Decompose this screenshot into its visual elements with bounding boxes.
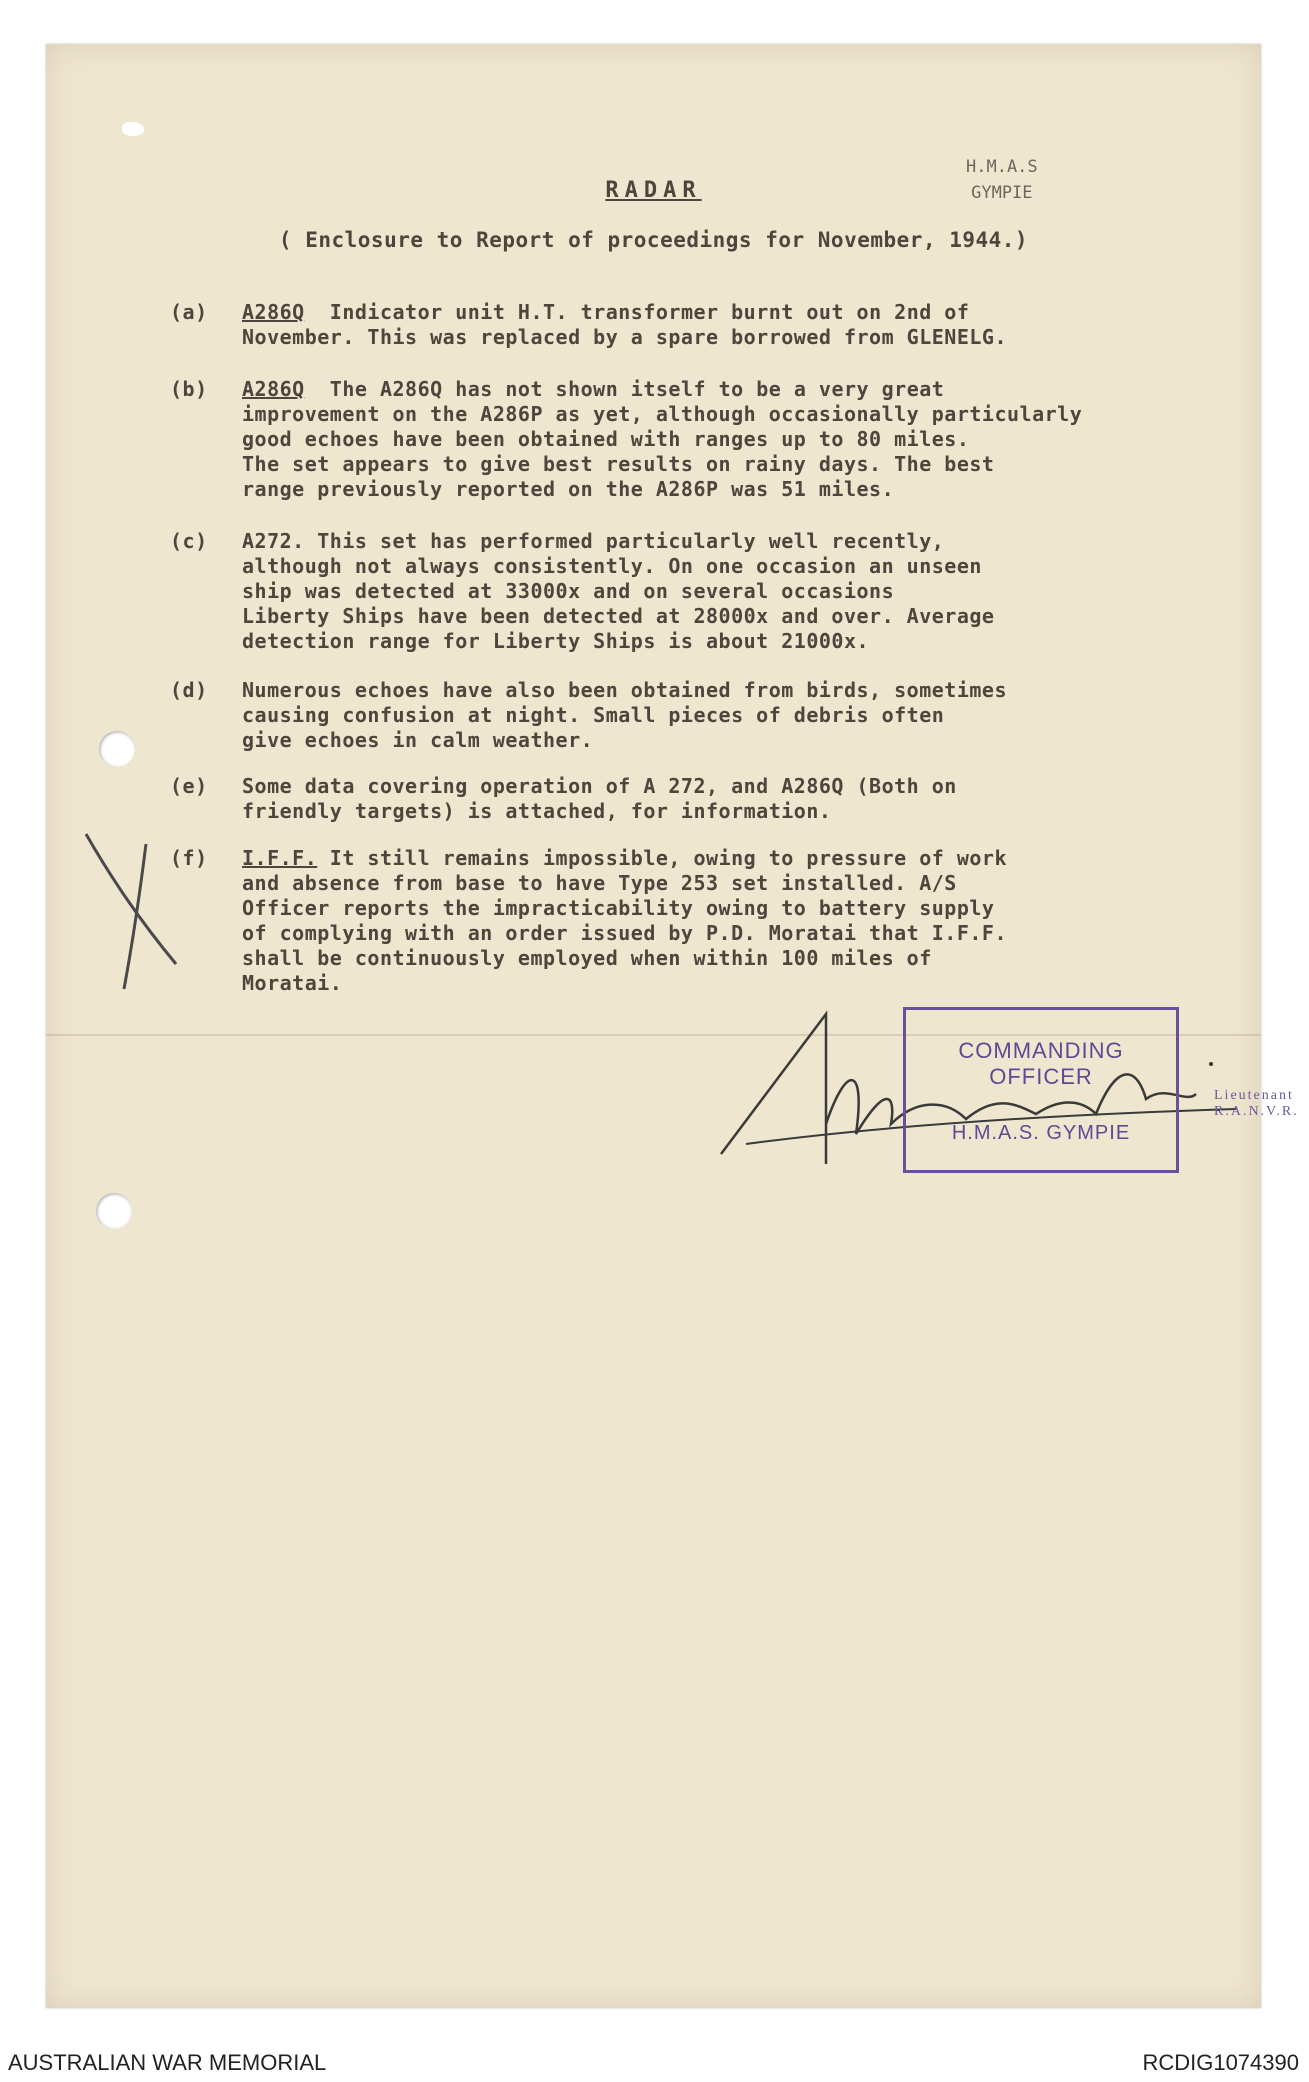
paper-tear [122,122,144,136]
punch-hole-top [99,731,135,767]
paragraph-label: (c) [170,529,208,553]
paragraph-text: Some data covering operation of A 272, and A286Q (Both on friendly targets) is attached, for information. [242,774,957,823]
ship-name [966,154,1038,206]
paragraph-ref: I.F.F. [242,846,318,870]
paragraph-text: A272. This set has performed particularly well recently, although not always consistently. On one occasion an unseen ship was detected at 33000x and on several occasions Liberty Ships have been detected at 28000x and over. Average detection range for Liberty Ships is about 21000x. [242,529,995,653]
punch-hole-bottom [96,1193,132,1229]
paragraph-text [242,300,1222,350]
document-subtitle: ( Enclosure to Report of proceedings for November, 1944.) [278,228,1029,252]
paragraph-label: (f) [170,846,208,870]
document-title: RADAR [605,178,702,203]
footer-right: RCDIG1074390 [1142,2050,1299,2075]
stamp-ship: H.M.A.S. GYMPIE [951,1122,1131,1144]
document-page [46,44,1299,2008]
paragraph-label: (b) [170,377,208,401]
paragraph-ref: A286Q [242,300,305,324]
paragraph-label: (e) [170,774,208,798]
paragraph-text: Numerous echoes have also been obtained from birds, sometimes causing confusion at night. Small pieces of debris often give echoes in calm weather. [242,678,1008,752]
commanding-officer-stamp [903,1007,1179,1173]
paragraph-text [242,377,1222,502]
ship-line-1: H.M.A.S [966,157,1038,177]
paragraph-text [242,846,1222,996]
margin-cross-mark [76,824,186,1004]
paragraph-label: (a) [170,300,208,324]
paragraph-body: Indicator unit H.T. transformer burnt out on 2nd of November. This was replaced by a spare borrowed from GLENELG. [242,300,1008,349]
ship-line-2: GYMPIE [971,183,1033,203]
rank-annotation: Lieutenant R.A.N.V.R. [1214,1088,1299,1119]
paragraph-body: The A286Q has not shown itself to be a very great improvement on the A286P as yet, although occasionally particularly good echoes have been obtained with ranges up to 80 miles. The set appears to give best results on rainy days. The best range previously reported on the A286P was 51 miles. [242,377,1083,501]
paragraph-ref: A286Q [242,377,305,401]
stamp-title: COMMANDING OFFICER [958,1038,1124,1089]
paragraph-body: It still remains impossible, owing to pressure of work and absence from base to have Type 253 set installed. A/S Officer reports the impracticability owing to battery supply of complying with an order issued by P.D. Moratai that I.F.F. shall be continuously employed when within 100 miles of Moratai. [242,846,1008,995]
footer-left: AUSTRALIAN WAR MEMORIAL [8,2050,327,2075]
paragraph-label: (d) [170,678,208,702]
